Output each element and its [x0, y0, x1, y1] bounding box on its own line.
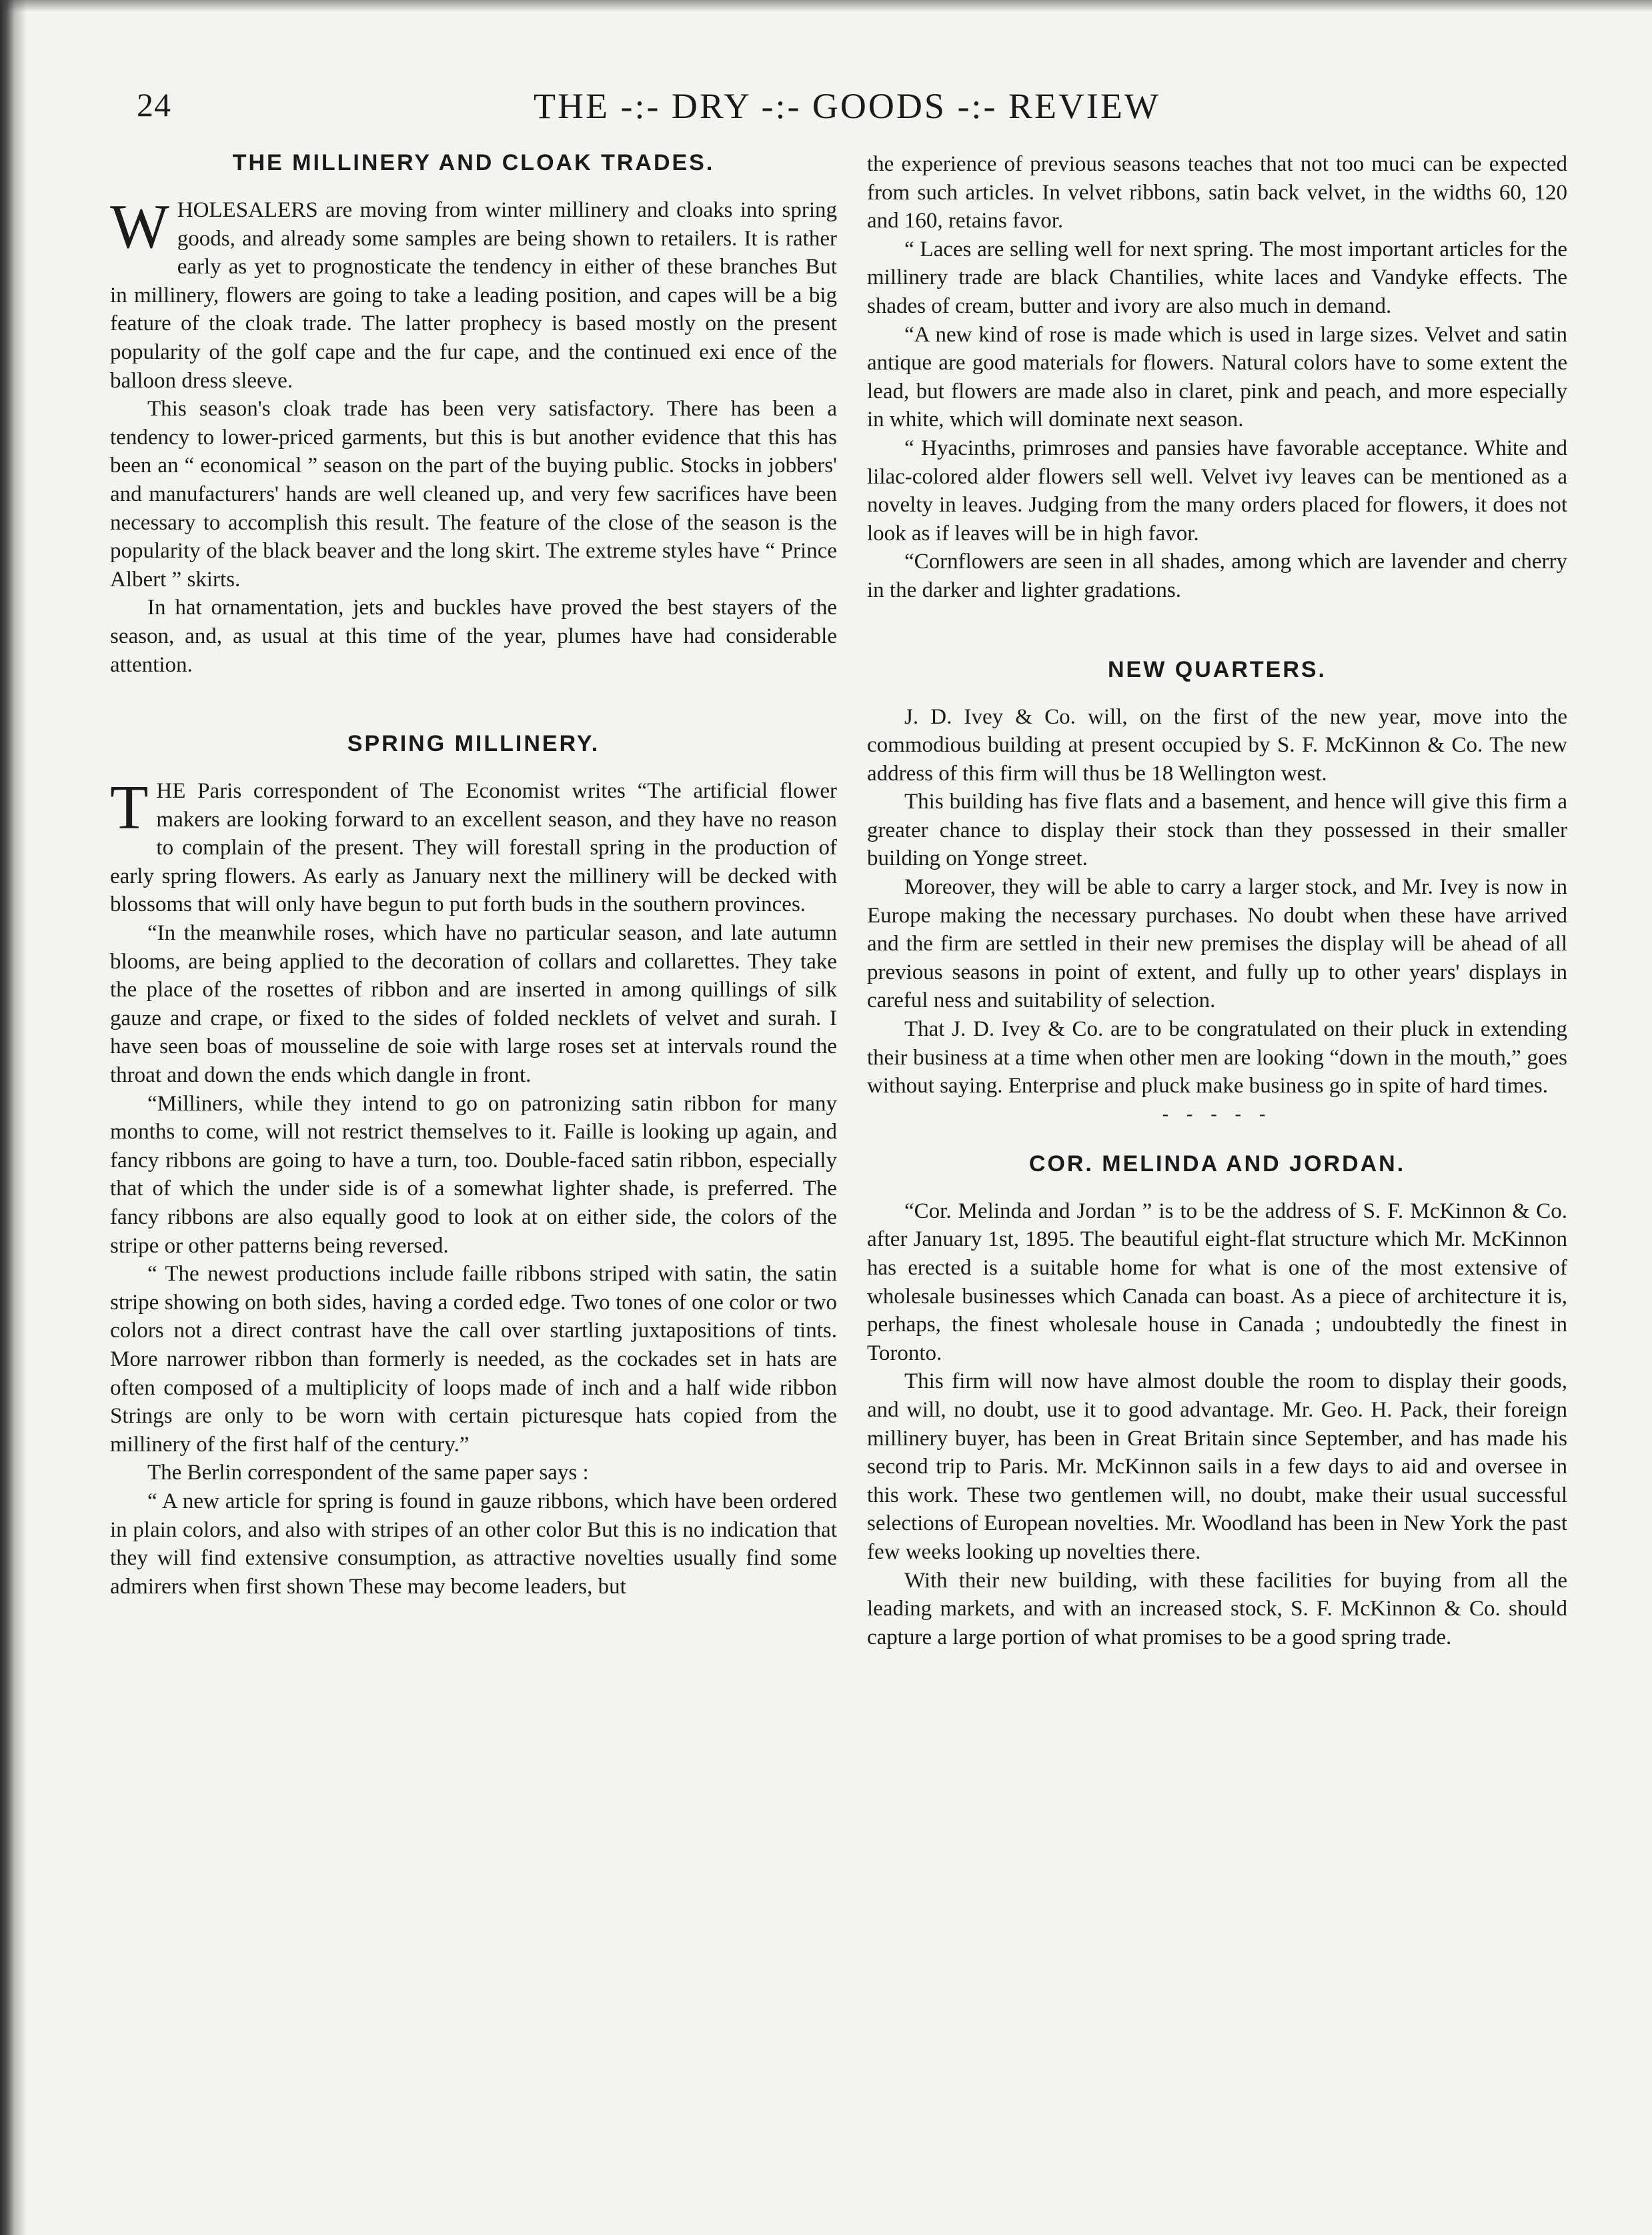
article-title: THE MILLINERY AND CLOAK TRADES.: [232, 150, 715, 175]
article-paragraph: “A new kind of rose is made which is used in large sizes. Velvet and satin antique are good materials for flowers. Natural colors have to some extent the lead, but flowers are made also in claret, pink and peach, and more especially in white, which will dominate next season.: [867, 322, 1567, 432]
article-paragraph: “Milliners, while they intend to go on patronizing satin ribbon for many months to come, will not restrict themselves to it. Faille is looking up again, and fancy ribbons are going to have a turn, too. Double-faced satin ribbon, especially that of which the under side is of a somewhat lighter shade, is preferred. The fancy ribbons are also equally good to look at on either side, the colors of the stripe or other patterns being reversed.: [110, 1091, 837, 1258]
article-paragraph: “ A new article for spring is found in gauze ribbons, which have been ordered in plain colors, and also with stripes of an other color But this is no indication that they will find extensive consumption, as attractive novelties usually find some admirers when first shown These may become leaders, but: [110, 1489, 837, 1599]
article-continuation: [867, 150, 1567, 605]
article-title: NEW QUARTERS.: [1108, 656, 1327, 682]
page-number: 24: [137, 86, 171, 123]
article-paragraph: the experience of previous seasons teaches that not too muci can be expected from such articles. In velvet ribbons, satin back velvet, in the widths 60, 120 and 160, retains favor.: [867, 152, 1567, 233]
article-millinery-cloak-trades: [110, 150, 837, 679]
running-head: THE -:- DRY -:- GOODS -:- REVIEW: [534, 86, 1160, 126]
article-spring-millinery: [110, 731, 837, 1601]
article-paragraph: Moreover, they will be able to carry a larger stock, and Mr. Ivey is now in Europe making the necessary purchases. No doubt when these have arrived and the firm are settled in their new premises the display will be ahead of all previous seasons in point of extent, and fully up to other years' displays in careful ness and suitability of selection.: [867, 875, 1567, 1013]
article-paragraph: That J. D. Ivey & Co. are to be congratulated on their pluck in extending their business at a time when other men are looking “down in the mouth,” goes without saying. Enterprise and pluck make business go in spite of hard times.: [867, 1017, 1567, 1098]
article-title: SPRING MILLINERY.: [347, 731, 600, 757]
article-paragraph: “Cornflowers are seen in all shades, among which are lavender and cherry in the darker and lighter gradations.: [867, 550, 1567, 602]
article-paragraph: “Cor. Melinda and Jordan ” is to be the address of S. F. McKinnon & Co. after January 1st, 1895. The beautiful eight-flat structure which Mr. McKinnon has erected is a suitable home for what is one of the most extensive of wholesale businesses which Canada can boast. As a piece of architecture it is, perhaps, the finest wholesale house in Canada ; undoubtedly the finest in Toronto.: [867, 1199, 1567, 1365]
article-paragraph: “ The newest productions include faille ribbons striped with satin, the satin stripe showing on both sides, having a corded edge. Two tones of one color or two colors not a direct contrast have the call over startling juxtapositions of tints. More narrower ribbon than formerly is needed, as the cockades set in hats are often composed of a multiplicity of loops made of inch and a half wide ribbon Strings are only to be worn with certain picturesque hats copied from the millinery of the first half of the century.”: [110, 1262, 837, 1457]
paragraph-text: HOLESALERS are moving from winter millinery and cloaks into spring goods, and already some samples are being shown to retailers. It is rather early as yet to prognosticate the tendency in either of these branches But in millinery, flowers are going to take a leading position, and capes will be a big feature of the cloak trade. The latter prophecy is based mostly on the present popularity of the golf cape and the fur cape, and the continued exi ence of the balloon dress sleeve.: [110, 198, 837, 393]
article-new-quarters: [867, 657, 1567, 1125]
drop-cap: T: [110, 773, 149, 843]
article-paragraph: In hat ornamentation, jets and buckles have proved the best stayers of the season, and, as usual at this time of the year, plumes have had considerable attention.: [110, 596, 837, 677]
article-cor-melinda-jordan: [867, 1151, 1567, 1652]
right-column: [867, 150, 1567, 1651]
section-separator: - - - - -: [1162, 1103, 1273, 1125]
article-paragraph: With their new building, with these facilities for buying from all the leading markets, and with an increased stock, S. F. McKinnon & Co. should capture a large portion of what promises to be a good spring trade.: [867, 1568, 1567, 1649]
article-paragraph: “ Laces are selling well for next spring. The most important articles for the millinery trade are black Chantilies, white laces and Vandyke effects. The shades of cream, butter and ivory are also much in demand.: [867, 237, 1567, 318]
article-title: COR. MELINDA AND JORDAN.: [1028, 1151, 1406, 1177]
article-paragraph: This firm will now have almost double the room to display their goods, and will, no doubt, use it to good advantage. Mr. Geo. H. Pack, their foreign millinery buyer, has been in Great Britain since September, and has made his second trip to Paris. Mr. McKinnon sails in a few days to aid and oversee in this work. These two gentlemen will, no doubt, make their usual successful selections of European novelties. Mr. Woodland has been in New York the past few weeks looking up novelties there.: [867, 1369, 1567, 1564]
article-paragraph: This building has five flats and a basement, and hence will give this firm a greater chance to display their stock than they possessed in their smaller building on Yonge street.: [867, 790, 1567, 871]
article-paragraph: “In the meanwhile roses, which have no particular season, and late autumn blooms, are being applied to the decoration of collars and collarettes. They take the place of the rosettes of ribbon and are inserted in among quillings of silk gauze and crape, or fixed to the sides of folded necklets of velvet and surah. I have seen boas of mousseline de soie with large roses set at intervals round the throat and down the ends which dangle in front.: [110, 921, 837, 1088]
article-paragraph: The Berlin correspondent of the same paper says :: [147, 1461, 589, 1485]
article-paragraph: [110, 773, 837, 919]
article-paragraph: “ Hyacinths, primroses and pansies have favorable acceptance. White and lilac-colored alder flowers sell well. Velvet ivy leaves can be mentioned as a novelty in leaves. Judging from the many orders placed for flowers, it does not look as if leaves will be in high favor.: [867, 436, 1567, 546]
article-paragraph: This season's cloak trade has been very satisfactory. There has been a tendency to lower-priced garments, but this is but another evidence that this has been an “ economical ” season on the part of the buying public. Stocks in jobbers' and manufacturers' hands are well cleaned up, and very few sacrifices have been necessary to accomplish this result. The feature of the close of the season is the popularity of the black beaver and the long skirt. The extreme styles have “ Prince Albert ” skirts.: [110, 397, 837, 592]
scan-binding-edge: [0, 0, 27, 2235]
left-column: [110, 150, 837, 1601]
article-paragraph: J. D. Ivey & Co. will, on the first of the new year, move into the commodious building at present occupied by S. F. McKinnon & Co. The new address of this firm will thus be 18 Wellington west.: [867, 704, 1567, 786]
scan-top-edge: [0, 0, 1652, 12]
drop-cap: W: [110, 192, 169, 261]
article-paragraph: [110, 192, 837, 395]
paragraph-text: HE Paris correspondent of The Economist writes “The artificial flower makers are looking forward to an excellent season, and they have no reason to complain of the present. They will forestall spring in the production of early spring flowers. As early as January next the millinery will be decked with blossoms that will only have begun to put forth buds in the southern provinces.: [110, 779, 837, 917]
